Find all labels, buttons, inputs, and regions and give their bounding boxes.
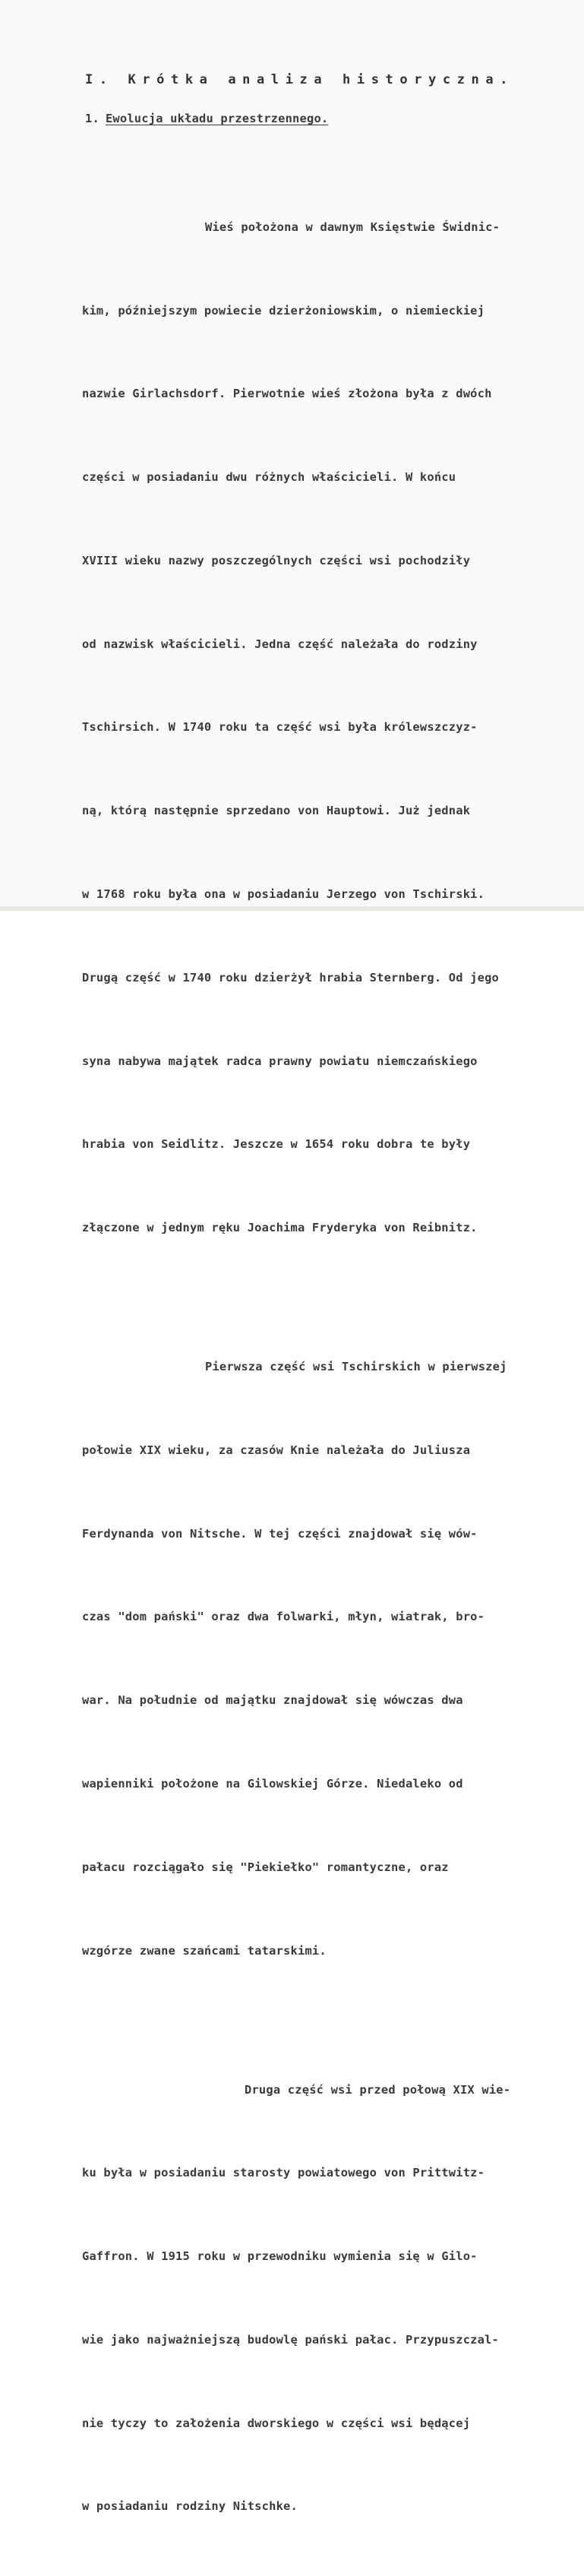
paragraph-2-line: pałacu rozciągało się "Piekiełko" romantyczne, oraz bbox=[82, 1860, 449, 1874]
body-text bbox=[82, 130, 560, 2576]
paragraph-1-line: ną, którą następnie sprzedano von Hauptowi. Już jednak bbox=[82, 804, 471, 818]
paragraph-1-line: XVIII wieku nazwy poszczególnych części wsi pochodziły bbox=[82, 553, 471, 567]
paragraph-3-line: w posiadaniu rodziny Nitschke. bbox=[82, 2499, 298, 2514]
paragraph-1-line: syna nabywa majątek radca prawny powiatu niemczańskiego bbox=[82, 1054, 478, 1068]
paragraph-2-line: war. Na południe od majątku znajdował się wówczas dwa bbox=[82, 1693, 463, 1708]
paragraph-1-line: nazwie Girlachsdorf. Pierwotnie wieś złożona była z dwóch bbox=[82, 387, 492, 401]
paragraph-3-line: ku była w posiadaniu starosty powiatowego von Prittwitz- bbox=[82, 2166, 485, 2180]
paragraph-2-line: połowie XIX wieku, za czasów Knie należała do Juliusza bbox=[82, 1443, 471, 1457]
paragraph-3-line: Druga część wsi przed połową XIX wie- bbox=[245, 2082, 511, 2097]
paragraph-1-line: Drugą część w 1740 roku dzierżył hrabia Sternberg. Od jego bbox=[82, 970, 500, 985]
paragraph-2-line: wapienniki położone na Gilowskiej Górze. Niedaleko od bbox=[82, 1777, 463, 1791]
section-heading bbox=[85, 105, 328, 133]
paragraph-2-line: Pierwsza część wsi Tschirskich w pierwszej bbox=[205, 1360, 507, 1374]
paragraph-3-line: Gaffron. W 1915 roku w przewodniku wymienia się w Gilo- bbox=[82, 2249, 478, 2264]
paragraph-1-line: hrabia von Seidlitz. Jeszcze w 1654 roku dobra te były bbox=[82, 1137, 471, 1152]
paragraph-1-line: Wieś położona w dawnym Księstwie Świdnic- bbox=[205, 220, 500, 234]
paragraph-1-line: części w posiadaniu dwu różnych właścicieli. W końcu bbox=[82, 470, 456, 485]
paragraph-1-line: złączone w jednym ręku Joachima Fryderyka von Reibnitz. bbox=[82, 1221, 478, 1235]
paragraph-1-line: kim, późniejszym powiecie dzierżoniowskim, o niemieckiej bbox=[82, 303, 485, 318]
document-title: I. Krótka analiza historyczna. bbox=[85, 72, 515, 87]
section-title: Ewolucja układu przestrzennego. bbox=[105, 112, 329, 125]
page-bottom-edge bbox=[0, 906, 584, 911]
paragraph-3-line: nie tyczy to założenia dworskiego w części wsi będącej bbox=[82, 2416, 471, 2430]
paragraph-2-line: wzgórze zwane szańcami tatarskimi. bbox=[82, 1943, 327, 1958]
paragraph-2-line: Ferdynanda von Nitsche. W tej części znajdował się wów- bbox=[82, 1526, 478, 1541]
paragraph-1-line: od nazwisk właścicieli. Jedna część należała do rodziny bbox=[82, 637, 478, 651]
paragraph-2-line: czas "dom pański" oraz dwa folwarki, młyn, wiatrak, bro- bbox=[82, 1610, 485, 1624]
paragraph-1-line: w 1768 roku była ona w posiadaniu Jerzego von Tschirski. bbox=[82, 887, 485, 902]
paragraph-3-line: wie jako najważniejszą budowlę pański pałac. Przypuszczal- bbox=[82, 2332, 500, 2347]
paragraph-1-line: Tschirsich. W 1740 roku ta część wsi była królewszczyz- bbox=[82, 720, 478, 735]
section-number: 1. bbox=[85, 112, 99, 125]
